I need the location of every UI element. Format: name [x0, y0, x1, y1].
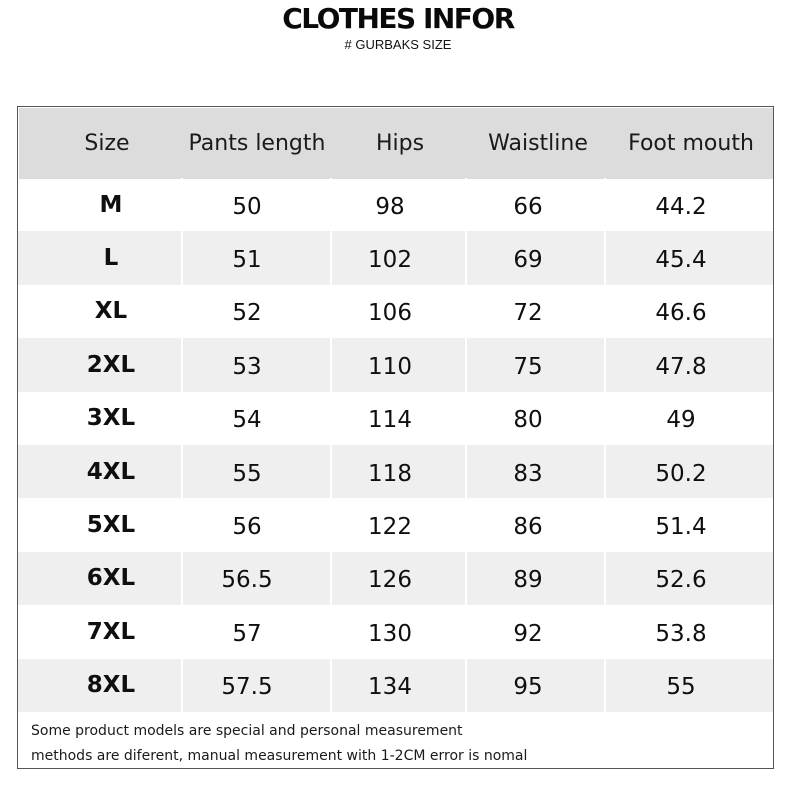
cell-foot-mouth: 53.8: [655, 620, 707, 647]
cell-hips: 130: [368, 620, 412, 647]
cell-size: M: [99, 191, 123, 218]
page-subtitle: # GURBAKS SIZE: [344, 37, 452, 52]
cell-size: XL: [94, 298, 128, 325]
cell-foot-mouth: 49: [666, 407, 696, 434]
cell-waistline: 80: [513, 407, 543, 434]
cell-hips: 114: [368, 407, 412, 434]
cell-pants-length: 52: [232, 300, 262, 327]
cell-pants-length: 56.5: [221, 567, 273, 594]
table-row: [18, 659, 774, 712]
cell-hips: 126: [368, 567, 412, 594]
measurement-note-line-2: methods are diferent, manual measurement with 1-2CM error is nomal: [31, 748, 528, 764]
cell-pants-length: 54: [232, 407, 262, 434]
cell-foot-mouth: 44.2: [655, 193, 707, 220]
table-row: [18, 285, 774, 338]
header-pants-length: Pants length: [188, 131, 326, 156]
measurement-note: [31, 719, 751, 769]
cell-pants-length: 50: [232, 193, 262, 220]
table-row: [18, 552, 774, 605]
cell-size: 2XL: [86, 351, 136, 378]
cell-pants-length: 55: [232, 460, 262, 487]
cell-hips: 102: [368, 247, 412, 274]
cell-foot-mouth: 45.4: [655, 247, 707, 274]
table-row: [18, 178, 774, 231]
cell-waistline: 83: [513, 460, 543, 487]
header-foot-mouth: Foot mouth: [628, 131, 754, 156]
cell-pants-length: 51: [232, 247, 262, 274]
cell-size: 3XL: [86, 405, 136, 432]
header-hips: Hips: [375, 131, 425, 156]
cell-size: 8XL: [86, 672, 136, 699]
cell-waistline: 92: [513, 620, 543, 647]
table-row: [18, 392, 774, 445]
cell-hips: 118: [368, 460, 412, 487]
table-row: [18, 231, 774, 284]
cell-hips: 134: [368, 674, 412, 701]
cell-hips: 106: [368, 300, 412, 327]
cell-waistline: 75: [513, 353, 543, 380]
measurement-note-line-1: Some product models are special and personal measurement: [31, 723, 463, 739]
cell-waistline: 69: [513, 247, 543, 274]
header-waistline: Waistline: [488, 131, 588, 156]
cell-size: 5XL: [86, 512, 136, 539]
cell-foot-mouth: 55: [666, 674, 696, 701]
table-row: [18, 498, 774, 551]
cell-pants-length: 56: [232, 514, 262, 541]
table-row: [18, 338, 774, 391]
cell-pants-length: 53: [232, 353, 262, 380]
size-chart-table: [17, 106, 774, 769]
cell-foot-mouth: 47.8: [655, 353, 707, 380]
table-row: [18, 445, 774, 498]
table-header-row: [19, 108, 774, 179]
cell-hips: 122: [368, 514, 412, 541]
cell-foot-mouth: 50.2: [655, 460, 707, 487]
table-row: [18, 605, 774, 658]
header-size: Size: [84, 131, 130, 156]
cell-waistline: 66: [513, 193, 543, 220]
cell-waistline: 95: [513, 674, 543, 701]
cell-size: 6XL: [86, 565, 136, 592]
cell-size: L: [103, 245, 119, 272]
cell-waistline: 86: [513, 514, 543, 541]
cell-foot-mouth: 46.6: [655, 300, 707, 327]
cell-pants-length: 57: [232, 620, 262, 647]
cell-hips: 98: [375, 193, 405, 220]
cell-foot-mouth: 52.6: [655, 567, 707, 594]
cell-hips: 110: [368, 353, 412, 380]
cell-size: 4XL: [86, 458, 136, 485]
page-title: CLOTHES INFOR: [282, 2, 514, 35]
cell-size: 7XL: [86, 618, 136, 645]
cell-waistline: 72: [513, 300, 543, 327]
cell-waistline: 89: [513, 567, 543, 594]
cell-foot-mouth: 51.4: [655, 514, 707, 541]
cell-pants-length: 57.5: [221, 674, 273, 701]
